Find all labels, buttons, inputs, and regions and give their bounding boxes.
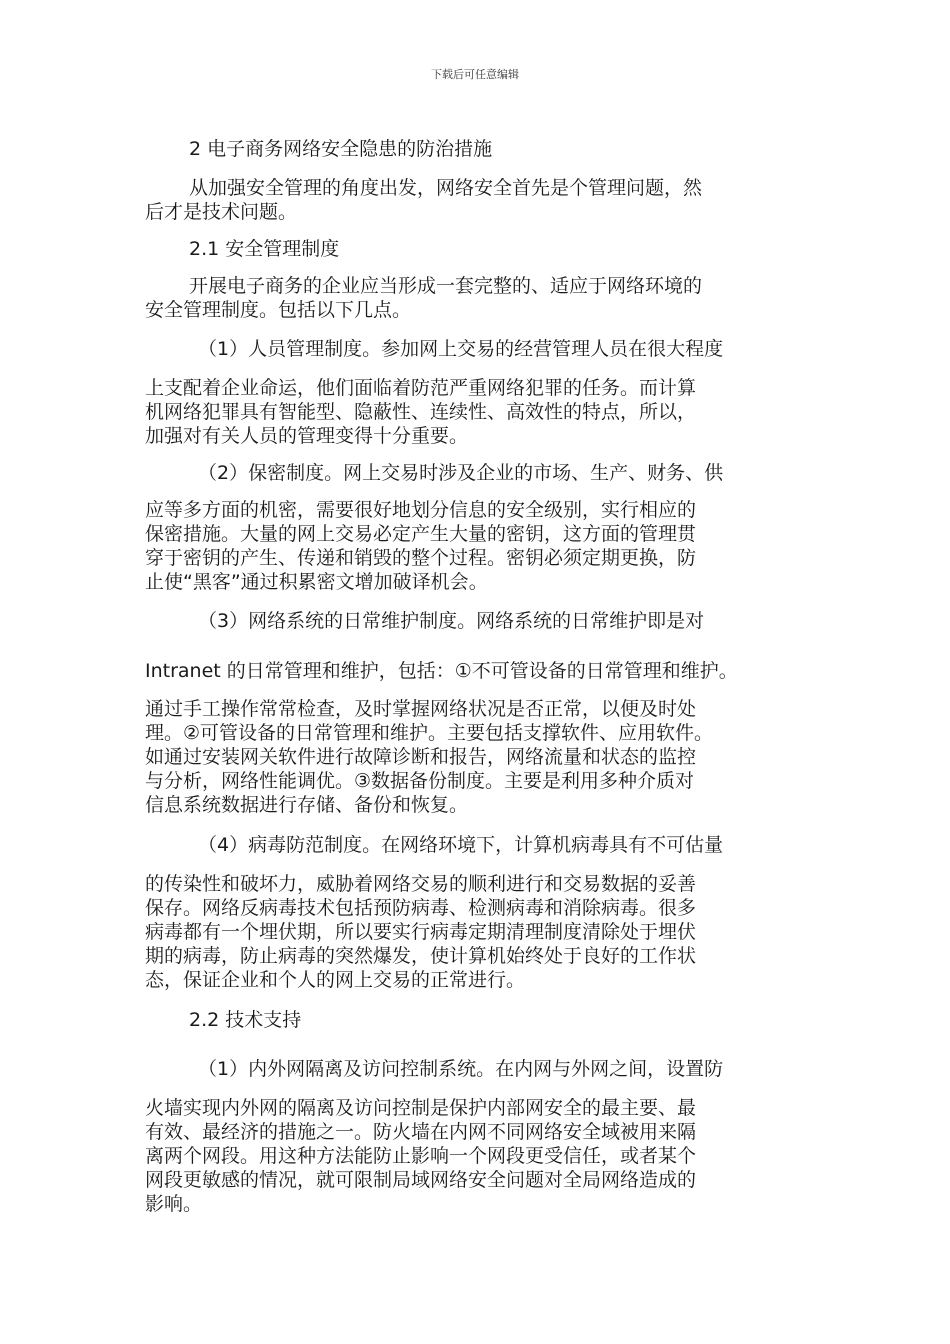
tech-1-first-line: （1）内外网隔离及访问控制系统。在内网与外网之间，设置防	[198, 1058, 724, 1080]
section-heading-2-2: 2.2 技术支持	[189, 1009, 302, 1031]
paragraph-intro-line-1: 从加强安全管理的角度出发，网络安全首先是个管理问题，然	[189, 177, 703, 199]
paragraph-21-line-1: 开展电子商务的企业应当形成一套完整的、适应于网络环境的	[189, 275, 703, 297]
tech-1-line: 有效、最经济的措施之一。防火墙在内网不同网络安全域被用来隔	[145, 1121, 697, 1143]
item-3-intranet-line: Intranet 的日常管理和维护，包括：①不可管设备的日常管理和维护。	[145, 660, 738, 682]
item-2-line: 止使“黑客”通过积累密文增加破译机会。	[145, 571, 488, 593]
item-2-first-line: （2）保密制度。网上交易时涉及企业的市场、生产、财务、供	[198, 462, 724, 484]
section-heading-2: 2 电子商务网络安全隐患的防治措施	[189, 138, 493, 160]
item-3-line: 信息系统数据进行存储、备份和恢复。	[145, 794, 469, 816]
item-1-line: 机网络犯罪具有智能型、隐蔽性、连续性、高效性的特点，所以，	[145, 401, 697, 423]
item-3-line: 通过手工操作常常检查，及时掌握网络状况是否正常，以便及时处	[145, 698, 697, 720]
section-heading-2-1: 2.1 安全管理制度	[189, 238, 340, 260]
item-2-line: 穿于密钥的产生、传递和销毁的整个过程。密钥必须定期更换，防	[145, 547, 697, 569]
item-4-line: 期的病毒，防止病毒的突然爆发，使计算机始终处于良好的工作状	[145, 945, 697, 967]
tech-1-line: 网段更敏感的情况，就可限制局域网络安全问题对全局网络造成的	[145, 1169, 697, 1191]
item-1-line: 加强对有关人员的管理变得十分重要。	[145, 425, 469, 447]
paragraph-21-line-2: 安全管理制度。包括以下几点。	[145, 299, 412, 321]
item-2-line: 应等多方面的机密，需要很好地划分信息的安全级别，实行相应的	[145, 499, 697, 521]
item-1-first-line: （1）人员管理制度。参加网上交易的经营管理人员在很大程度	[198, 338, 724, 360]
item-4-line: 的传染性和破坏力，威胁着网络交易的顺利进行和交易数据的妥善	[145, 873, 697, 895]
tech-1-line: 火墙实现内外网的隔离及访问控制是保护内部网安全的最主要、最	[145, 1097, 697, 1119]
item-2-line: 保密措施。大量的网上交易必定产生大量的密钥，这方面的管理贯	[145, 523, 697, 545]
item-1-line: 上支配着企业命运，他们面临着防范严重网络犯罪的任务。而计算	[145, 377, 697, 399]
tech-1-line: 离两个网段。用这种方法能防止影响一个网段更受信任，或者某个	[145, 1145, 697, 1167]
tech-1-line: 影响。	[145, 1193, 203, 1215]
item-3-line: 如通过安装网关软件进行故障诊断和报告，网络流量和状态的监控	[145, 746, 697, 768]
item-3-line: 理。②可管设备的日常管理和维护。主要包括支撑软件、应用软件。	[145, 722, 714, 744]
item-4-line: 病毒都有一个埋伏期，所以要实行病毒定期清理制度清除处于埋伏	[145, 921, 697, 943]
item-4-line: 态，保证企业和个人的网上交易的正常进行。	[145, 969, 526, 991]
item-4-line: 保存。网络反病毒技术包括预防病毒、检测病毒和消除病毒。很多	[145, 897, 697, 919]
item-3-line: 与分析，网络性能调优。③数据备份制度。主要是利用多种介质对	[145, 770, 695, 792]
paragraph-intro-line-2: 后才是技术问题。	[145, 201, 298, 223]
item-3-first-line: （3）网络系统的日常维护制度。网络系统的日常维护即是对	[198, 610, 705, 632]
page-header: 下载后可任意编辑	[431, 68, 519, 81]
item-4-first-line: （4）病毒防范制度。在网络环境下，计算机病毒具有不可估量	[198, 834, 724, 856]
